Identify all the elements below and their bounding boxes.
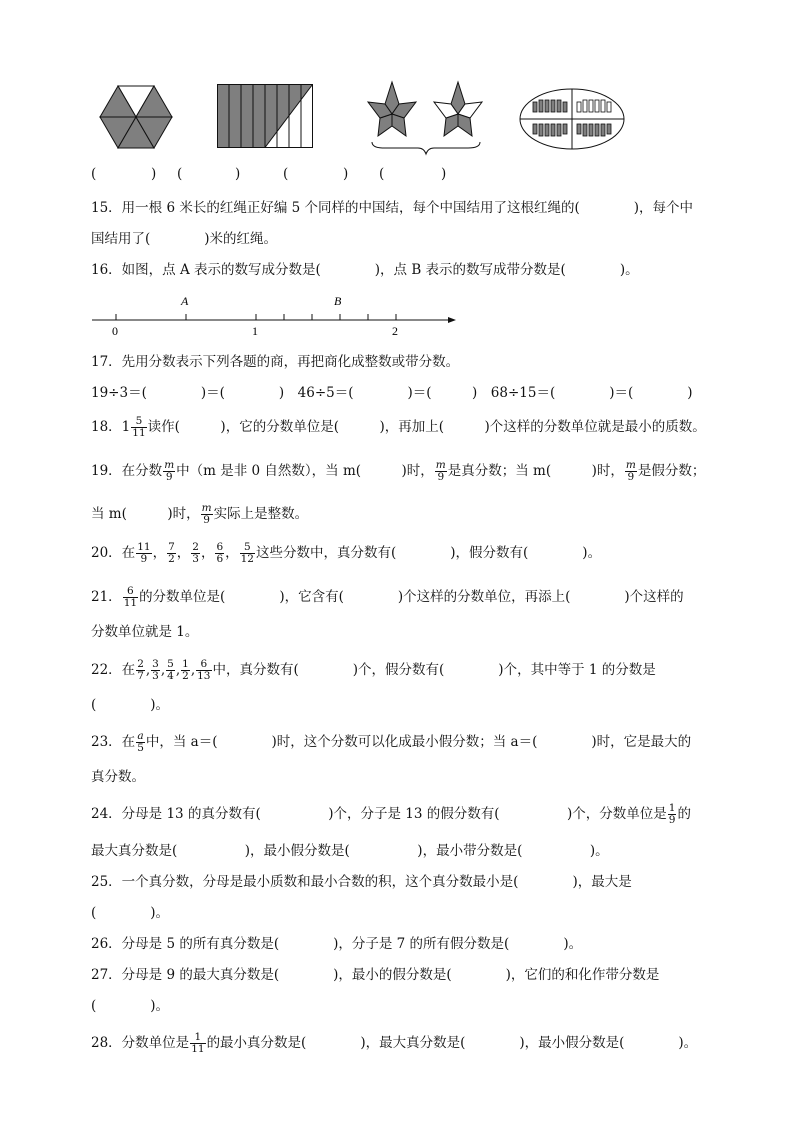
q21-num: 6: [123, 586, 138, 598]
q22-f4-den: 2: [182, 670, 189, 682]
q26-line: 26．分母是 5 的所有真分数是( )，分子是 7 的所有假分数是( )。: [91, 936, 583, 952]
blank-close-1[interactable]: ): [151, 166, 157, 182]
q23-line2: 真分数。: [91, 769, 145, 785]
q22-frac-3: [166, 659, 175, 682]
q19-num: m: [164, 459, 175, 471]
q16-text: 16．如图，点 A 表示的数写成分数是( )，点 B 表示的数写成带分数是( )。: [91, 262, 639, 278]
q24-line2: 最大真分数是( )，最小假分数是( )，最小带分数是( )。: [91, 843, 609, 859]
blank-close-2[interactable]: ): [235, 166, 241, 182]
hexagon-figure: [99, 84, 173, 150]
blank-open-4[interactable]: (: [379, 166, 385, 182]
q23-post: 中，当 a＝( )时，这个分数可以化成最小假分数；当 a＝( )时，它是最大的: [145, 734, 692, 750]
q23-fraction: [136, 731, 145, 754]
blank-open-2[interactable]: (: [177, 166, 183, 182]
q20-f3-den: 3: [192, 553, 199, 565]
q19-line1: [91, 460, 705, 483]
q28-post: 的最小真分数是( )，最大真分数是( )，最小假分数是( )。: [206, 1035, 698, 1051]
q18-post: 读作( )，它的分数单位是( )，再加上( )个这样的分数单位就是最小的质数。: [147, 419, 706, 435]
q20-frac-5: [240, 542, 255, 565]
q19-l2a: 当 m( )时，: [91, 506, 200, 522]
q19-den-2: 9: [437, 471, 445, 483]
q19-den-3: 9: [627, 471, 635, 483]
q19-fraction-4: [201, 503, 213, 526]
tick-1-label: 1: [252, 324, 258, 338]
q24-pre: 24．分母是 13 的真分数有( )个，分子是 13 的假分数有( )个，分数单位是: [91, 806, 667, 822]
q19-num-3: m: [625, 459, 636, 471]
q22-f4-num: 1: [182, 658, 189, 670]
q19-fraction-3: [625, 460, 637, 483]
two-stars-figure: [360, 78, 490, 158]
q21-pre: 21．: [91, 589, 122, 605]
q22-f1-den: 7: [137, 670, 144, 682]
q22-f2-num: 3: [152, 658, 159, 670]
q20-line: 20．在 $\frac{11}{9}$ ， $\frac{7}{2}$ ， $\frac{2}{3}$ ， $\frac{6}{6}$ ， $\frac{5}{12}$ 这些分数中，真分数有( )，假分数有( )。: [91, 541, 602, 565]
q27-line1: 27．分母是 9 的最大真分数是( )，最小的假分数是( )，它们的和化作带分数是: [91, 967, 660, 983]
q15-line2: 国结用了( )米的红绳。: [91, 231, 278, 247]
q21-fraction: [123, 586, 138, 609]
q20-f1-num: 11: [137, 541, 151, 553]
q22-frac-2: [151, 659, 160, 682]
q20-f5-den: 12: [240, 553, 254, 565]
q28-fraction: [190, 1032, 205, 1055]
q24-den: 9: [668, 814, 676, 826]
q20-frac-2: [167, 542, 176, 565]
q20-post: 这些分数中，真分数有( )，假分数有( )。: [256, 545, 602, 561]
q18-pre: 18．1: [91, 419, 131, 435]
blank-open-3[interactable]: (: [283, 166, 289, 182]
number-line: [90, 290, 462, 340]
blank-close-4[interactable]: ): [441, 166, 447, 182]
q15-line1: 15．用一根 6 米长的红绳正好编 5 个同样的中国结，每个中国结用了这根红绳的( )，每个中: [91, 200, 694, 216]
q22-f3-den: 4: [167, 670, 174, 682]
q28-num: 1: [190, 1032, 205, 1044]
q28-den: 11: [191, 1043, 205, 1055]
q19-num-2: m: [435, 459, 446, 471]
q21-line2: 分数单位就是 1。: [91, 624, 199, 640]
q22-f5-den: 13: [197, 670, 211, 682]
q22-f1-num: 2: [137, 658, 144, 670]
q22-frac-4: [181, 659, 190, 682]
q18-den: 11: [132, 427, 146, 439]
q19-fraction-1: [163, 460, 175, 483]
q19-den-4: 9: [203, 514, 210, 526]
q22-pre: 22．在: [91, 662, 136, 678]
q22-line1: 22．在 $\frac{2}{7}$ , $\frac{3}{3}$ , $\frac{5}{4}$ , $\frac{1}{2}$ , $\frac{6}{13}$ 中，真分数有( )个，假分数有( )个，其中等于 1 的分数是: [91, 658, 656, 682]
q21-line1: [91, 586, 684, 609]
q20-f4-num: 6: [216, 541, 224, 553]
q20-frac-3: [191, 542, 200, 565]
tick-2-label: 2: [392, 324, 398, 338]
q24-post: 的: [677, 806, 691, 822]
q23-pre: 23．在: [91, 734, 136, 750]
q20-f4-den: 6: [216, 553, 224, 565]
q20-pre: 20．在: [91, 545, 136, 561]
q22-f5-num: 6: [196, 659, 211, 671]
q19-den: 9: [165, 471, 173, 483]
q20-f5-num: 5: [240, 542, 255, 554]
q19-fraction-2: [435, 460, 447, 483]
rectangle-strips-figure: [217, 84, 313, 148]
q21-l1: 的分数单位是( )，它含有( )个这样的分数单位，再添上( )个这样的: [139, 589, 684, 605]
q20-f1-den: 9: [140, 553, 148, 565]
q22-f3-num: 5: [167, 658, 174, 670]
q22-line2: ( )。: [91, 697, 170, 713]
q17-calc: 19÷3＝( )＝( ) 46÷5＝( )＝( ) 68÷15＝( )＝( ): [91, 385, 693, 401]
q19-l1d: 是假分数；: [637, 463, 706, 479]
point-b-label: B: [334, 294, 342, 308]
q21-den: 11: [123, 597, 138, 609]
q28-pre: 28．分数单位是: [91, 1035, 190, 1051]
point-a-label: A: [181, 294, 189, 308]
q27-line2: ( )。: [91, 998, 170, 1014]
q20-f2-den: 2: [168, 553, 175, 565]
q20-frac-4: [215, 542, 224, 565]
q18-fraction: [131, 416, 146, 439]
q20-f3-num: 2: [192, 541, 199, 553]
q24-num: 1: [668, 802, 676, 814]
q19-l1a: 19．在分数: [91, 463, 163, 479]
q23-num: a: [137, 730, 144, 742]
blank-close-3[interactable]: ): [343, 166, 349, 182]
q23-den: 5: [137, 742, 144, 754]
ellipse-bars-figure: [519, 88, 625, 150]
q18-num: 5: [131, 416, 146, 428]
q20-frac-1: [136, 542, 151, 565]
q22-frac-1: [136, 659, 145, 682]
q24-line1: [91, 803, 691, 826]
q17-text: 17．先用分数表示下列各题的商，再把商化成整数或带分数。: [91, 354, 460, 370]
q22-f2-den: 3: [152, 670, 159, 682]
q18-line: [91, 416, 706, 439]
q19-line2: [91, 503, 308, 526]
q19-l2b: 实际上是整数。: [213, 506, 309, 522]
q19-l1c: 是真分数；当 m( )时，: [447, 463, 624, 479]
q25-line2: ( )。: [91, 905, 170, 921]
q19-l1b: 中（m 是非 0 自然数），当 m( )时，: [176, 463, 434, 479]
q25-line1: 25．一个真分数，分母是最小质数和最小合数的积，这个真分数最小是( )，最大是: [91, 874, 632, 890]
tick-0-label: 0: [112, 324, 118, 338]
q22-post: 中，真分数有( )个，假分数有( )个，其中等于 1 的分数是: [212, 662, 656, 678]
q19-num-4: m: [201, 502, 212, 514]
q20-f2-num: 7: [168, 541, 175, 553]
q22-frac-5: [196, 659, 211, 682]
blank-open-1[interactable]: (: [91, 166, 97, 182]
q23-line1: [91, 731, 691, 754]
q24-fraction: [668, 803, 677, 826]
q28-line: [91, 1032, 697, 1055]
